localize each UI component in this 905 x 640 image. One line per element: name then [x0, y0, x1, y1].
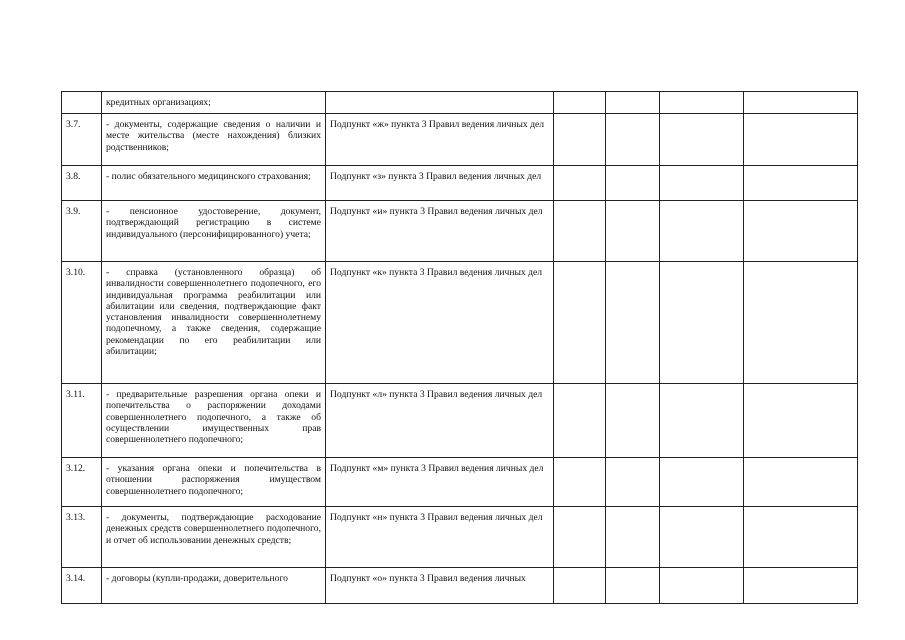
empty-cell: [660, 384, 744, 458]
table-row: [62, 458, 858, 507]
empty-cell: [554, 262, 606, 384]
empty-cell: [744, 458, 858, 507]
empty-cell: [744, 92, 858, 114]
empty-cell: [744, 114, 858, 166]
empty-cell: [660, 92, 744, 114]
document-description: - пенсионное удостоверение, документ, подтверждающий регистрацию в системе индивидуального (персонифицированного) учета;: [102, 201, 326, 262]
row-number: 3.12.: [62, 458, 102, 507]
empty-cell: [660, 568, 744, 604]
table-row: [62, 114, 858, 166]
document-description: кредитных организациях;: [102, 92, 326, 114]
empty-cell: [606, 507, 660, 568]
table-row: [62, 384, 858, 458]
legal-basis: Подпункт «к» пункта 3 Правил ведения личных дел: [326, 262, 554, 384]
empty-cell: [554, 114, 606, 166]
empty-cell: [660, 507, 744, 568]
empty-cell: [660, 114, 744, 166]
document-description: - справка (установленного образца) об инвалидности совершеннолетнего подопечного, его индивидуальная программа реабилитации или абилитации или сведения, подтверждающие факт установления инвалидности совершеннолетнему подопечному, а также сведения, содержащие рекомендации по его реабилитации или абилитации;: [102, 262, 326, 384]
empty-cell: [660, 166, 744, 201]
legal-basis: Подпункт «м» пункта 3 Правил ведения личных дел: [326, 458, 554, 507]
empty-cell: [744, 201, 858, 262]
table-row: [62, 262, 858, 384]
document-table: [61, 91, 858, 604]
row-number: 3.7.: [62, 114, 102, 166]
empty-cell: [744, 384, 858, 458]
document-description: - предварительные разрешения органа опеки и попечительства о распоряжении доходами совершеннолетнего подопечного, а также об осуществлении имущественных прав совершеннолетнего подопечного;: [102, 384, 326, 458]
document-description: - документы, подтверждающие расходование денежных средств совершеннолетнего подопечного, и отчет об использовании денежных средств;: [102, 507, 326, 568]
empty-cell: [606, 458, 660, 507]
table-row: [62, 507, 858, 568]
empty-cell: [606, 568, 660, 604]
empty-cell: [606, 262, 660, 384]
empty-cell: [606, 114, 660, 166]
row-number: 3.13.: [62, 507, 102, 568]
empty-cell: [554, 507, 606, 568]
empty-cell: [744, 262, 858, 384]
legal-basis: [326, 92, 554, 114]
row-number: [62, 92, 102, 114]
empty-cell: [606, 384, 660, 458]
document-description: - полис обязательного медицинского страхования;: [102, 166, 326, 201]
empty-cell: [554, 201, 606, 262]
empty-cell: [744, 507, 858, 568]
empty-cell: [744, 568, 858, 604]
empty-cell: [554, 384, 606, 458]
empty-cell: [744, 166, 858, 201]
empty-cell: [554, 568, 606, 604]
empty-cell: [606, 166, 660, 201]
legal-basis: Подпункт «и» пункта 3 Правил ведения личных дел: [326, 201, 554, 262]
empty-cell: [660, 201, 744, 262]
row-number: 3.11.: [62, 384, 102, 458]
document-description: - договоры (купли-продажи, доверительного: [102, 568, 326, 604]
empty-cell: [606, 92, 660, 114]
legal-basis: Подпункт «о» пункта 3 Правил ведения личных: [326, 568, 554, 604]
row-number: 3.10.: [62, 262, 102, 384]
empty-cell: [606, 201, 660, 262]
empty-cell: [554, 92, 606, 114]
legal-basis: Подпункт «ж» пункта 3 Правил ведения личных дел: [326, 114, 554, 166]
row-number: 3.14.: [62, 568, 102, 604]
row-number: 3.8.: [62, 166, 102, 201]
empty-cell: [554, 166, 606, 201]
table-row: [62, 201, 858, 262]
empty-cell: [660, 458, 744, 507]
table-row: [62, 92, 858, 114]
legal-basis: Подпункт «н» пункта 3 Правил ведения личных дел: [326, 507, 554, 568]
legal-basis: Подпункт «л» пункта 3 Правил ведения личных дел: [326, 384, 554, 458]
row-number: 3.9.: [62, 201, 102, 262]
document-description: - документы, содержащие сведения о наличии и месте жительства (месте нахождения) близких родственников;: [102, 114, 326, 166]
table-row: [62, 166, 858, 201]
legal-basis: Подпункт «з» пункта 3 Правил ведения личных дел: [326, 166, 554, 201]
document-description: - указания органа опеки и попечительства в отношении распоряжения имуществом совершеннолетнего подопечного;: [102, 458, 326, 507]
table-row: [62, 568, 858, 604]
empty-cell: [554, 458, 606, 507]
empty-cell: [660, 262, 744, 384]
